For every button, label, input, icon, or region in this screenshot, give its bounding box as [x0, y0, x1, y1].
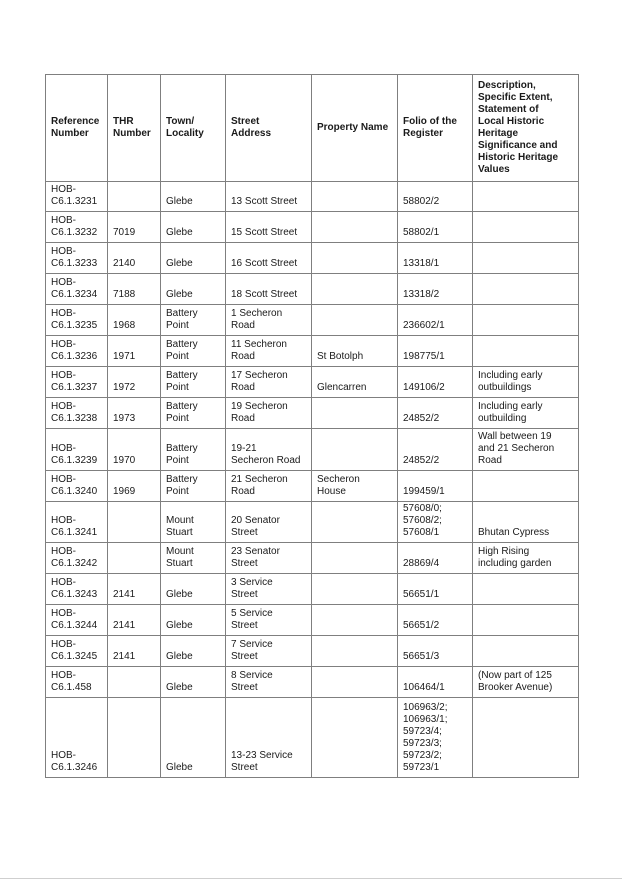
cell-reference: HOB- C6.1.3242	[46, 543, 108, 574]
cell-property	[312, 398, 398, 429]
header-reference-number: Reference Number	[46, 75, 108, 182]
cell-folio: 57608/0; 57608/2; 57608/1	[398, 502, 473, 543]
header-row	[46, 75, 579, 182]
cell-town: Battery Point	[161, 367, 226, 398]
table-row	[46, 667, 579, 698]
cell-street: 16 Scott Street	[226, 243, 312, 274]
cell-description	[473, 636, 579, 667]
cell-street: 8 Service Street	[226, 667, 312, 698]
table-row	[46, 305, 579, 336]
cell-property	[312, 636, 398, 667]
cell-town: Battery Point	[161, 336, 226, 367]
cell-reference: HOB- C6.1.3236	[46, 336, 108, 367]
cell-description	[473, 182, 579, 212]
cell-description	[473, 212, 579, 243]
cell-town: Glebe	[161, 243, 226, 274]
cell-description: Wall between 19 and 21 Secheron Road	[473, 429, 579, 471]
cell-thr: 1971	[108, 336, 161, 367]
cell-folio: 13318/2	[398, 274, 473, 305]
cell-property	[312, 182, 398, 212]
cell-description	[473, 274, 579, 305]
table-header	[46, 75, 579, 182]
cell-street: 13 Scott Street	[226, 182, 312, 212]
cell-reference: HOB- C6.1.3237	[46, 367, 108, 398]
cell-property	[312, 429, 398, 471]
table-row	[46, 367, 579, 398]
cell-town: Mount Stuart	[161, 502, 226, 543]
cell-reference: HOB- C6.1.458	[46, 667, 108, 698]
cell-town: Glebe	[161, 274, 226, 305]
cell-description: Including early outbuilding	[473, 398, 579, 429]
cell-reference: HOB- C6.1.3239	[46, 429, 108, 471]
cell-reference: HOB- C6.1.3243	[46, 574, 108, 605]
header-street-address: Street Address	[226, 75, 312, 182]
header-town-locality: Town/ Locality	[161, 75, 226, 182]
cell-property	[312, 698, 398, 778]
cell-street: 3 Service Street	[226, 574, 312, 605]
cell-town: Battery Point	[161, 398, 226, 429]
cell-street: 5 Service Street	[226, 605, 312, 636]
table-row	[46, 574, 579, 605]
heritage-register-table	[45, 74, 579, 778]
cell-property	[312, 605, 398, 636]
cell-town: Battery Point	[161, 429, 226, 471]
cell-thr: 2141	[108, 605, 161, 636]
cell-thr: 2140	[108, 243, 161, 274]
table-row	[46, 698, 579, 778]
cell-street: 11 Secheron Road	[226, 336, 312, 367]
cell-folio: 58802/1	[398, 212, 473, 243]
header-thr-number: THR Number	[108, 75, 161, 182]
cell-thr: 7188	[108, 274, 161, 305]
cell-town: Glebe	[161, 698, 226, 778]
cell-street: 18 Scott Street	[226, 274, 312, 305]
cell-description	[473, 243, 579, 274]
cell-reference: HOB- C6.1.3240	[46, 471, 108, 502]
cell-town: Glebe	[161, 636, 226, 667]
table-row	[46, 212, 579, 243]
cell-reference: HOB- C6.1.3245	[46, 636, 108, 667]
cell-reference: HOB- C6.1.3246	[46, 698, 108, 778]
cell-town: Glebe	[161, 182, 226, 212]
table-row	[46, 274, 579, 305]
cell-thr	[108, 182, 161, 212]
cell-reference: HOB- C6.1.3235	[46, 305, 108, 336]
table-row	[46, 398, 579, 429]
cell-property	[312, 574, 398, 605]
cell-folio: 56651/3	[398, 636, 473, 667]
cell-property	[312, 274, 398, 305]
header-description: Description, Specific Extent, Statement of Local Historic Heritage Significance and Historic Heritage Values	[473, 75, 579, 182]
cell-property	[312, 543, 398, 574]
cell-reference: HOB- C6.1.3231	[46, 182, 108, 212]
cell-property: St Botolph	[312, 336, 398, 367]
cell-town: Battery Point	[161, 471, 226, 502]
cell-thr: 1970	[108, 429, 161, 471]
cell-property	[312, 305, 398, 336]
cell-property	[312, 212, 398, 243]
cell-street: 19 Secheron Road	[226, 398, 312, 429]
cell-folio: 24852/2	[398, 429, 473, 471]
cell-reference: HOB- C6.1.3232	[46, 212, 108, 243]
cell-reference: HOB- C6.1.3234	[46, 274, 108, 305]
cell-folio: 149106/2	[398, 367, 473, 398]
cell-town: Glebe	[161, 605, 226, 636]
cell-thr	[108, 543, 161, 574]
table-row	[46, 429, 579, 471]
cell-description	[473, 605, 579, 636]
cell-reference: HOB- C6.1.3244	[46, 605, 108, 636]
cell-description	[473, 698, 579, 778]
cell-folio: 58802/2	[398, 182, 473, 212]
cell-street: 1 Secheron Road	[226, 305, 312, 336]
cell-folio: 236602/1	[398, 305, 473, 336]
cell-street: 13-23 Service Street	[226, 698, 312, 778]
cell-street: 23 Senator Street	[226, 543, 312, 574]
table-row	[46, 605, 579, 636]
cell-description: Bhutan Cypress	[473, 502, 579, 543]
table-row	[46, 182, 579, 212]
cell-description: (Now part of 125 Brooker Avenue)	[473, 667, 579, 698]
cell-folio: 106963/2; 106963/1; 59723/4; 59723/3; 59723/2; 59723/1	[398, 698, 473, 778]
table-row	[46, 243, 579, 274]
cell-folio: 56651/1	[398, 574, 473, 605]
cell-thr	[108, 502, 161, 543]
cell-description	[473, 305, 579, 336]
cell-thr: 1968	[108, 305, 161, 336]
cell-street: 20 Senator Street	[226, 502, 312, 543]
cell-folio: 24852/2	[398, 398, 473, 429]
cell-property	[312, 667, 398, 698]
cell-description	[473, 574, 579, 605]
cell-folio: 106464/1	[398, 667, 473, 698]
cell-thr: 2141	[108, 636, 161, 667]
header-folio-of-register: Folio of the Register	[398, 75, 473, 182]
cell-town: Glebe	[161, 667, 226, 698]
cell-thr: 1973	[108, 398, 161, 429]
cell-description: High Rising including garden	[473, 543, 579, 574]
cell-reference: HOB- C6.1.3233	[46, 243, 108, 274]
table-row	[46, 336, 579, 367]
header-property-name: Property Name	[312, 75, 398, 182]
cell-thr: 1972	[108, 367, 161, 398]
cell-folio: 28869/4	[398, 543, 473, 574]
cell-thr	[108, 667, 161, 698]
table-row	[46, 471, 579, 502]
cell-thr: 7019	[108, 212, 161, 243]
cell-folio: 199459/1	[398, 471, 473, 502]
cell-thr	[108, 698, 161, 778]
cell-property	[312, 502, 398, 543]
cell-town: Glebe	[161, 574, 226, 605]
cell-folio: 13318/1	[398, 243, 473, 274]
cell-street: 15 Scott Street	[226, 212, 312, 243]
cell-thr: 1969	[108, 471, 161, 502]
cell-description	[473, 471, 579, 502]
table-body	[46, 182, 579, 778]
cell-description: Including early outbuildings	[473, 367, 579, 398]
cell-reference: HOB- C6.1.3238	[46, 398, 108, 429]
cell-street: 21 Secheron Road	[226, 471, 312, 502]
table-row	[46, 543, 579, 574]
cell-property: Secheron House	[312, 471, 398, 502]
cell-town: Mount Stuart	[161, 543, 226, 574]
cell-folio: 56651/2	[398, 605, 473, 636]
cell-reference: HOB- C6.1.3241	[46, 502, 108, 543]
cell-thr: 2141	[108, 574, 161, 605]
cell-street: 19-21 Secheron Road	[226, 429, 312, 471]
cell-street: 7 Service Street	[226, 636, 312, 667]
table-row	[46, 502, 579, 543]
table-row	[46, 636, 579, 667]
cell-description	[473, 336, 579, 367]
cell-folio: 198775/1	[398, 336, 473, 367]
cell-town: Battery Point	[161, 305, 226, 336]
cell-property: Glencarren	[312, 367, 398, 398]
cell-property	[312, 243, 398, 274]
cell-street: 17 Secheron Road	[226, 367, 312, 398]
cell-town: Glebe	[161, 212, 226, 243]
